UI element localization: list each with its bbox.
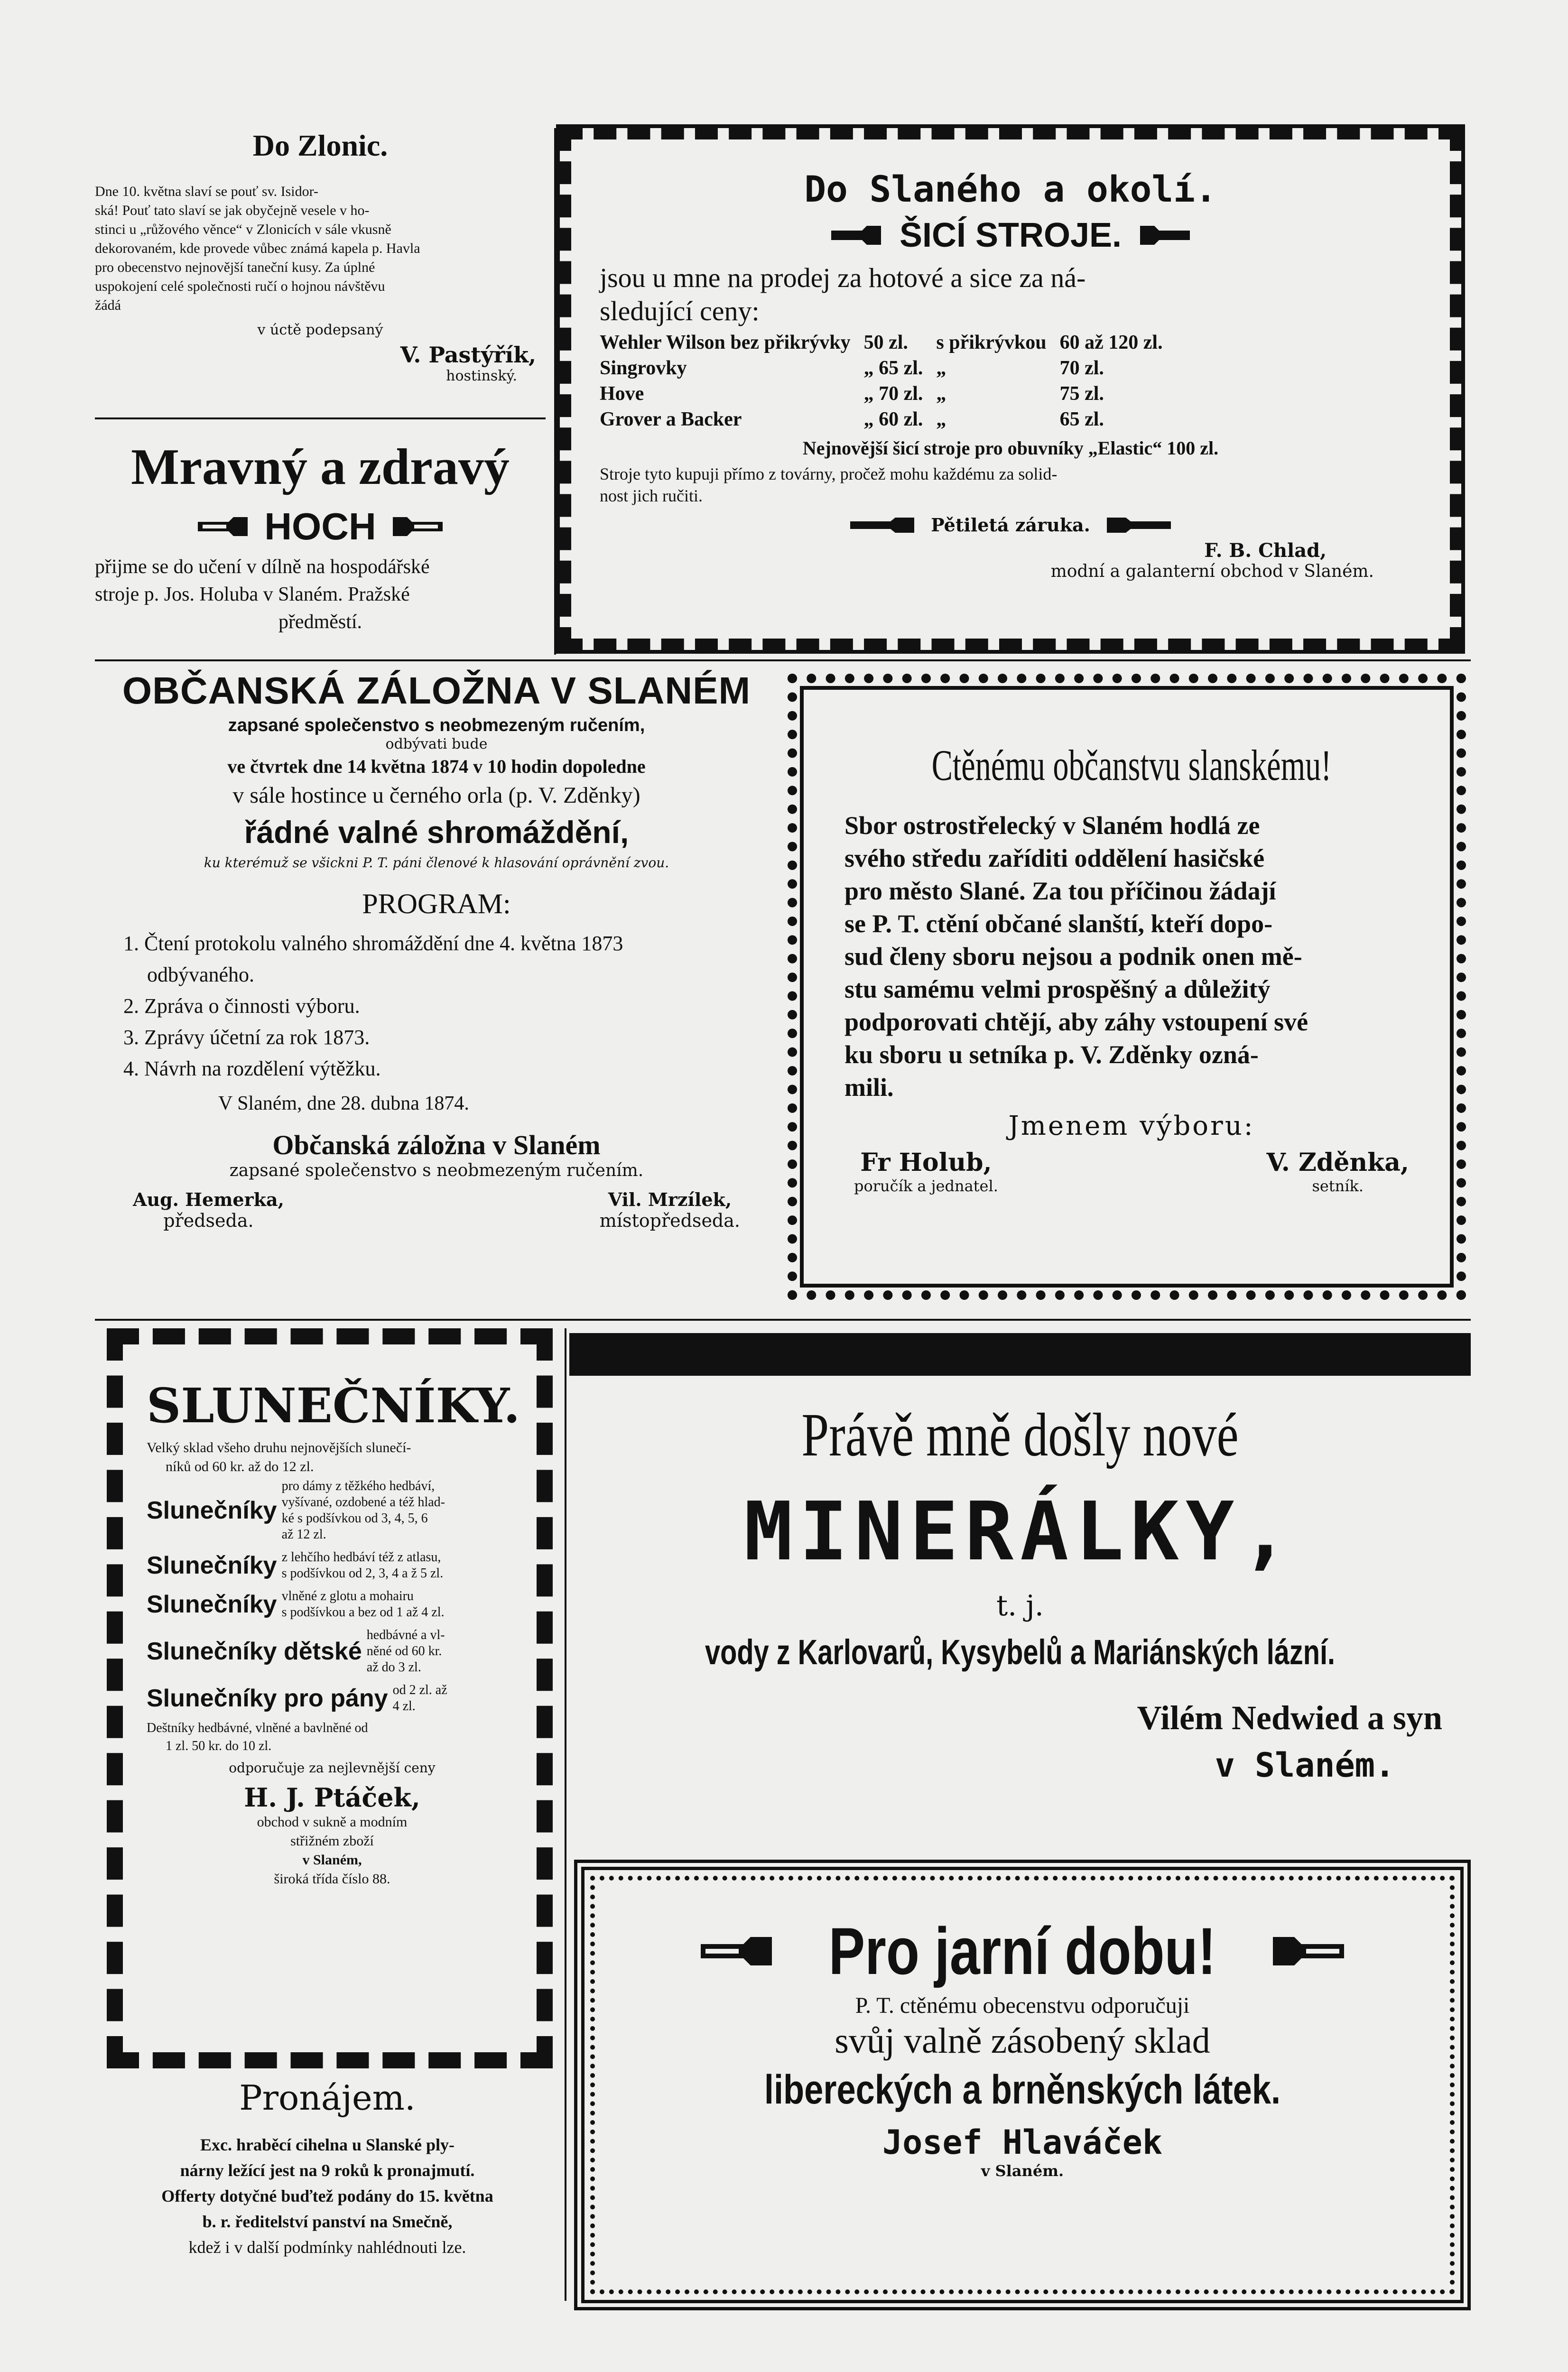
ad-hasici (788, 674, 1466, 1300)
sici-warranty-row (600, 514, 1421, 536)
parasol-desc (393, 1682, 447, 1714)
jarni-line3: libereckých a brněnských látek. (764, 2067, 1281, 2113)
hoch-subtitle: HOCH (264, 505, 376, 547)
jarni-city: v Slaném. (981, 2162, 1064, 2180)
table-cell: 70 zl. (1059, 357, 1104, 379)
table-cell: „ 65 zl. (863, 357, 923, 379)
hasici-on-behalf: Jmenem výboru: (1008, 1111, 1255, 1141)
desc-line: s podšívkou a bez od 1 až 4 zl. (281, 1605, 445, 1620)
program-item: 2. Zpráva o činnosti výboru. (123, 994, 360, 1018)
zalozna-invite: ku kterémuž se všickni P. T. páni členové k hlasování oprávnění zvou. (204, 855, 669, 871)
pointing-hand-icon (848, 516, 919, 535)
sici-signature: F. B. Chlad, (1204, 539, 1327, 562)
hasici-body (844, 809, 1419, 1104)
program-item: 4. Návrh na rozdělení výtěžku. (123, 1057, 381, 1080)
ad-mineralky (569, 1333, 1471, 1850)
hasici-signatures (844, 1148, 1419, 1195)
sici-note-line: Stroje tyto kupuji přímo z továrny, pročež mohu každému za solid- (600, 464, 1058, 483)
shop-line: v Slaném, (302, 1852, 362, 1868)
signature-block (1267, 1148, 1410, 1195)
hasici-line: svého středu zaříditi oddělení hasičské (844, 844, 1265, 872)
desc-line: od 2 zl. až (392, 1683, 447, 1697)
pointing-hand-icon (829, 222, 886, 249)
desc-line: hedbávné a vl- (366, 1628, 445, 1642)
parasol-name: Slunečníky dětské (147, 1638, 362, 1665)
table-row (600, 330, 1176, 355)
parasol-name: Slunečníky (147, 1497, 277, 1524)
parasol-desc (282, 1478, 445, 1543)
pointing-hand-icon (1135, 222, 1192, 249)
zlonic-body (95, 182, 546, 315)
hasici-line: sud členy sboru nejsou a podnik onen mě- (844, 942, 1302, 971)
jarni-line1: P. T. ctěnému obecenstvu odporučuji (855, 1993, 1190, 2018)
shop-line: široká třída číslo 88. (274, 1871, 390, 1887)
pronajem-title: Pronájem. (239, 2078, 416, 2118)
sici-intro-line: jsou u mne na prodej za hotové a sice za ná- (600, 262, 1086, 293)
sici-warranty: Pětiletá záruka. (931, 514, 1090, 536)
pointing-hand-icon (698, 1930, 774, 1973)
desc-line: pro dámy z těžkého hedbáví, (281, 1479, 435, 1493)
desc-line: vyšívané, ozdobené a též hlad- (281, 1495, 445, 1510)
zalozna-line4: v sále hostince u černého orla (p. V. Zděnky) (232, 783, 640, 808)
zalozna-date: V Slaném, dne 28. dubna 1874. (218, 1093, 469, 1114)
zalozna-signatures (95, 1189, 778, 1231)
table-row (600, 407, 1176, 432)
shop-line: obchod v sukně a modním (257, 1814, 408, 1830)
parasol-desc (367, 1627, 445, 1676)
parasol-item (147, 1627, 518, 1676)
table-cell: Wehler Wilson bez přikrývky (600, 332, 851, 353)
zlonic-title: Do Zlonic. (252, 129, 388, 162)
divider (95, 1319, 1471, 1321)
pointing-hand-icon (195, 512, 252, 541)
mineralky-city: v Slaném. (1215, 1746, 1395, 1785)
sign-name: Fr Holub, (860, 1148, 992, 1177)
sici-newest: Nejnovější šicí stroje pro obuvníky „Elastic“ 100 zl. (802, 437, 1219, 459)
sign-role: poručík a jednatel. (854, 1177, 998, 1195)
hoch-subtitle-row (95, 505, 546, 548)
signature-block (854, 1148, 998, 1195)
intro-line: Velký sklad všeho druhu nejnovějších slunečí- (147, 1440, 411, 1455)
hasici-line: stu samému velmi prospěšný a důležitý (844, 975, 1271, 1003)
sign-name: Aug. Hemerka, (133, 1189, 284, 1210)
table-cell: Singrovky (600, 357, 687, 379)
sici-shop: modní a galanterní obchod v Slaném. (1050, 562, 1374, 581)
hoch-line: přijme se do učení v dílně na hospodářské (95, 556, 430, 578)
ad-zlonic (95, 128, 546, 384)
sici-title: Do Slaného a okolí. (804, 168, 1217, 210)
hoch-line: předměstí. (278, 611, 362, 633)
zlonic-greeting: v úctě podepsaný (257, 322, 383, 338)
hasici-line: Sbor ostrostřelecký v Slaném hodlá ze (844, 811, 1260, 840)
table-cell: Hove (600, 383, 644, 405)
mineralky-line3: vody z Karlovarů, Kysybelů a Mariánských lázní. (705, 1632, 1336, 1672)
program-item: 1. Čtení protokolu valného shromáždění dne 4. května 1873 (123, 932, 623, 955)
slunecniky-title: SLUNEČNÍKY. (147, 1378, 520, 1434)
zlonic-line: uspokojení celé společnosti ručí o hojnou návštěvu (95, 278, 385, 294)
table-cell: „ (936, 357, 946, 379)
zlonic-line: Dne 10. května slaví se pouť sv. Isidor- (95, 184, 319, 199)
parasol-item (147, 1549, 518, 1582)
parasol-desc (282, 1549, 444, 1582)
hasici-line: podporovati chtějí, aby záhy vstoupení své (844, 1008, 1308, 1036)
table-row (600, 355, 1176, 381)
jarni-line2: svůj valně zásobený sklad (835, 2021, 1210, 2061)
intro-line: níků od 60 kr. až do 12 zl. (166, 1459, 314, 1474)
shop-line: střižném zboží (290, 1833, 374, 1849)
pronajem-line: b. r. ředitelství panství na Smečně, (202, 2212, 453, 2231)
ad-zalozna (95, 669, 778, 1231)
desc-line: ké s podšívkou od 3, 4, 5, 6 (281, 1511, 428, 1526)
sign-name: Vil. Mrzílek, (608, 1189, 732, 1210)
zlonic-line: stinci u „růžového věnce“ v Zlonicích v sále vkusně (95, 222, 391, 237)
jarni-signature: Josef Hlaváček (882, 2123, 1162, 2162)
zlonic-line: dekorovaném, kde provede vůbec známá kapela p. Havla (95, 241, 420, 256)
sici-note-line: nost jich ručiti. (600, 486, 703, 505)
mineralky-line2: t. j. (996, 1589, 1044, 1622)
table-cell: 60 až 120 zl. (1059, 332, 1163, 353)
hoch-title: Mravný a zdravý (131, 439, 510, 495)
parasol-name: Slunečníky (147, 1552, 277, 1579)
pronajem-line: Offerty dotyčné buďtež podány do 15. května (161, 2187, 493, 2205)
zalozna-program (123, 928, 778, 1084)
hasici-line: ku sboru u setníka p. V. Zděnky ozná- (844, 1040, 1259, 1069)
desc-line: s podšívkou od 2, 3, 4 a ž 5 zl. (281, 1566, 444, 1581)
hoch-line: stroje p. Jos. Holuba v Slaném. Pražské (95, 584, 410, 605)
jarni-title: Pro jarní dobu! (828, 1914, 1216, 1988)
mineralky-line1: Právě mně došly nové (801, 1401, 1239, 1469)
sign-role: setník. (1312, 1177, 1364, 1195)
divider (95, 659, 1471, 661)
ad-sici-stroje (560, 128, 1461, 650)
sign-role: místopředseda. (599, 1210, 740, 1231)
parasol-name: Slunečníky (147, 1591, 277, 1618)
table-row (600, 381, 1176, 407)
zlonic-line: pro obecenstvo nejnovější taneční kusy. Za úplné (95, 259, 375, 275)
column-rule (565, 1328, 566, 2301)
sici-subtitle: ŠICÍ STROJE. (899, 216, 1122, 254)
slunecniky-shop (147, 1813, 518, 1889)
sici-subtitle-row (600, 216, 1421, 255)
hasici-title: Ctěnému občanstvu slanskému! (931, 741, 1332, 789)
ad-pronajem (95, 2078, 560, 2260)
umbrella-line: 1 zl. 50 kr. do 10 zl. (166, 1739, 272, 1753)
desc-line: až do 3 zl. (366, 1660, 421, 1675)
pronajem-line: kdež i v další podmínky nahlédnouti lze. (188, 2238, 466, 2257)
desc-line: z lehčího hedbáví též z atlasu, (281, 1550, 441, 1565)
parasol-name: Slunečníky pro pány (147, 1685, 388, 1712)
parasol-item (147, 1682, 518, 1714)
divider (95, 417, 546, 419)
desc-line: vlněné z glotu a mohairu (281, 1589, 414, 1603)
table-cell: „ (936, 383, 946, 405)
table-cell: Grover a Backer (600, 408, 742, 430)
pointing-hand-icon (1271, 1930, 1346, 1973)
pointing-hand-icon (1102, 516, 1173, 535)
table-cell: 75 zl. (1059, 383, 1104, 405)
table-cell: 50 zl. (863, 332, 908, 353)
hasici-line: se P. T. ctění občané slanští, kteří dopo- (844, 909, 1273, 938)
parasol-item (147, 1588, 518, 1621)
zalozna-program-title: PROGRAM: (362, 888, 511, 919)
signature-block (133, 1189, 284, 1231)
pronajem-body (95, 2132, 560, 2260)
table-cell: „ 70 zl. (863, 383, 923, 405)
zlonic-signature: V. Pastýřík, (400, 342, 536, 368)
umbrella-line: Deštníky hedbávné, vlněné a bavlněné od (147, 1721, 368, 1735)
hasici-line: mili. (844, 1073, 894, 1102)
price-table (600, 330, 1176, 432)
desc-line: něné od 60 kr. (366, 1644, 442, 1659)
parasol-item (147, 1478, 518, 1543)
sign-name: V. Zděnka, (1266, 1148, 1409, 1177)
pronajem-line: nárny ležící jest na 9 roků k pronajmutí. (180, 2161, 475, 2180)
zalozna-headline: řádné valné shromáždění, (244, 815, 629, 850)
mineralky-signature: Vilém Nedwied a syn (1137, 1699, 1442, 1737)
slunecniky-intro (147, 1438, 518, 1476)
black-bar (569, 1333, 1471, 1376)
pronajem-line: Exc. hraběcí cihelna u Slanské ply- (200, 2135, 455, 2154)
table-cell: „ 60 zl. (863, 408, 923, 430)
zalozna-title: OBČANSKÁ ZÁLOŽNA V SLANÉM (122, 669, 751, 712)
zalozna-line2: odbývati bude (385, 736, 488, 752)
sici-intro-line: sledující ceny: (600, 296, 760, 326)
desc-line: 4 zl. (392, 1699, 416, 1714)
program-item: odbývaného. (147, 963, 255, 986)
sici-note (600, 463, 1421, 507)
zlonic-role: hostinský. (446, 368, 517, 384)
zalozna-line1: zapsané společenstvo s neobmezeným ručením, (228, 715, 645, 735)
sici-intro (600, 261, 1421, 328)
signature-block (600, 1189, 740, 1231)
zlonic-line: ská! Pouť tato slaví se jak obyčejně vesele v ho- (95, 203, 370, 218)
pointing-hand-icon (388, 512, 445, 541)
hasici-line: pro město Slané. Za tou příčinou žádají (844, 877, 1276, 905)
slunecniky-recommend: odporučuje za nejlevnější ceny (229, 1760, 436, 1776)
jarni-title-row (622, 1913, 1422, 1990)
table-cell: „ (936, 408, 946, 430)
table-cell: s přikrývkou (936, 332, 1047, 353)
program-item: 3. Zprávy účetní za rok 1873. (123, 1026, 370, 1049)
ad-jarni (574, 1860, 1471, 2310)
ad-slunecniky (107, 1328, 553, 2068)
zalozna-org-name: Občanská záložna v Slaném (272, 1130, 601, 1160)
sign-role: předseda. (163, 1210, 254, 1231)
slunecniky-signature: H. J. Ptáček, (244, 1782, 420, 1813)
mineralky-headline: MINERÁLKY, (744, 1485, 1296, 1579)
slunecniky-umbrellas (147, 1719, 518, 1755)
ad-hoch (95, 436, 546, 636)
parasol-desc (282, 1588, 445, 1621)
zalozna-line3: ve čtvrtek dne 14 května 1874 v 10 hodin dopoledne (227, 756, 646, 777)
hoch-body (95, 553, 546, 636)
table-cell: 65 zl. (1059, 408, 1104, 430)
desc-line: až 12 zl. (281, 1527, 326, 1542)
zalozna-org-desc: zapsané společenstvo s neobmezeným ručením. (229, 1161, 644, 1180)
zlonic-line: žádá (95, 297, 121, 313)
column-rule (554, 128, 556, 655)
